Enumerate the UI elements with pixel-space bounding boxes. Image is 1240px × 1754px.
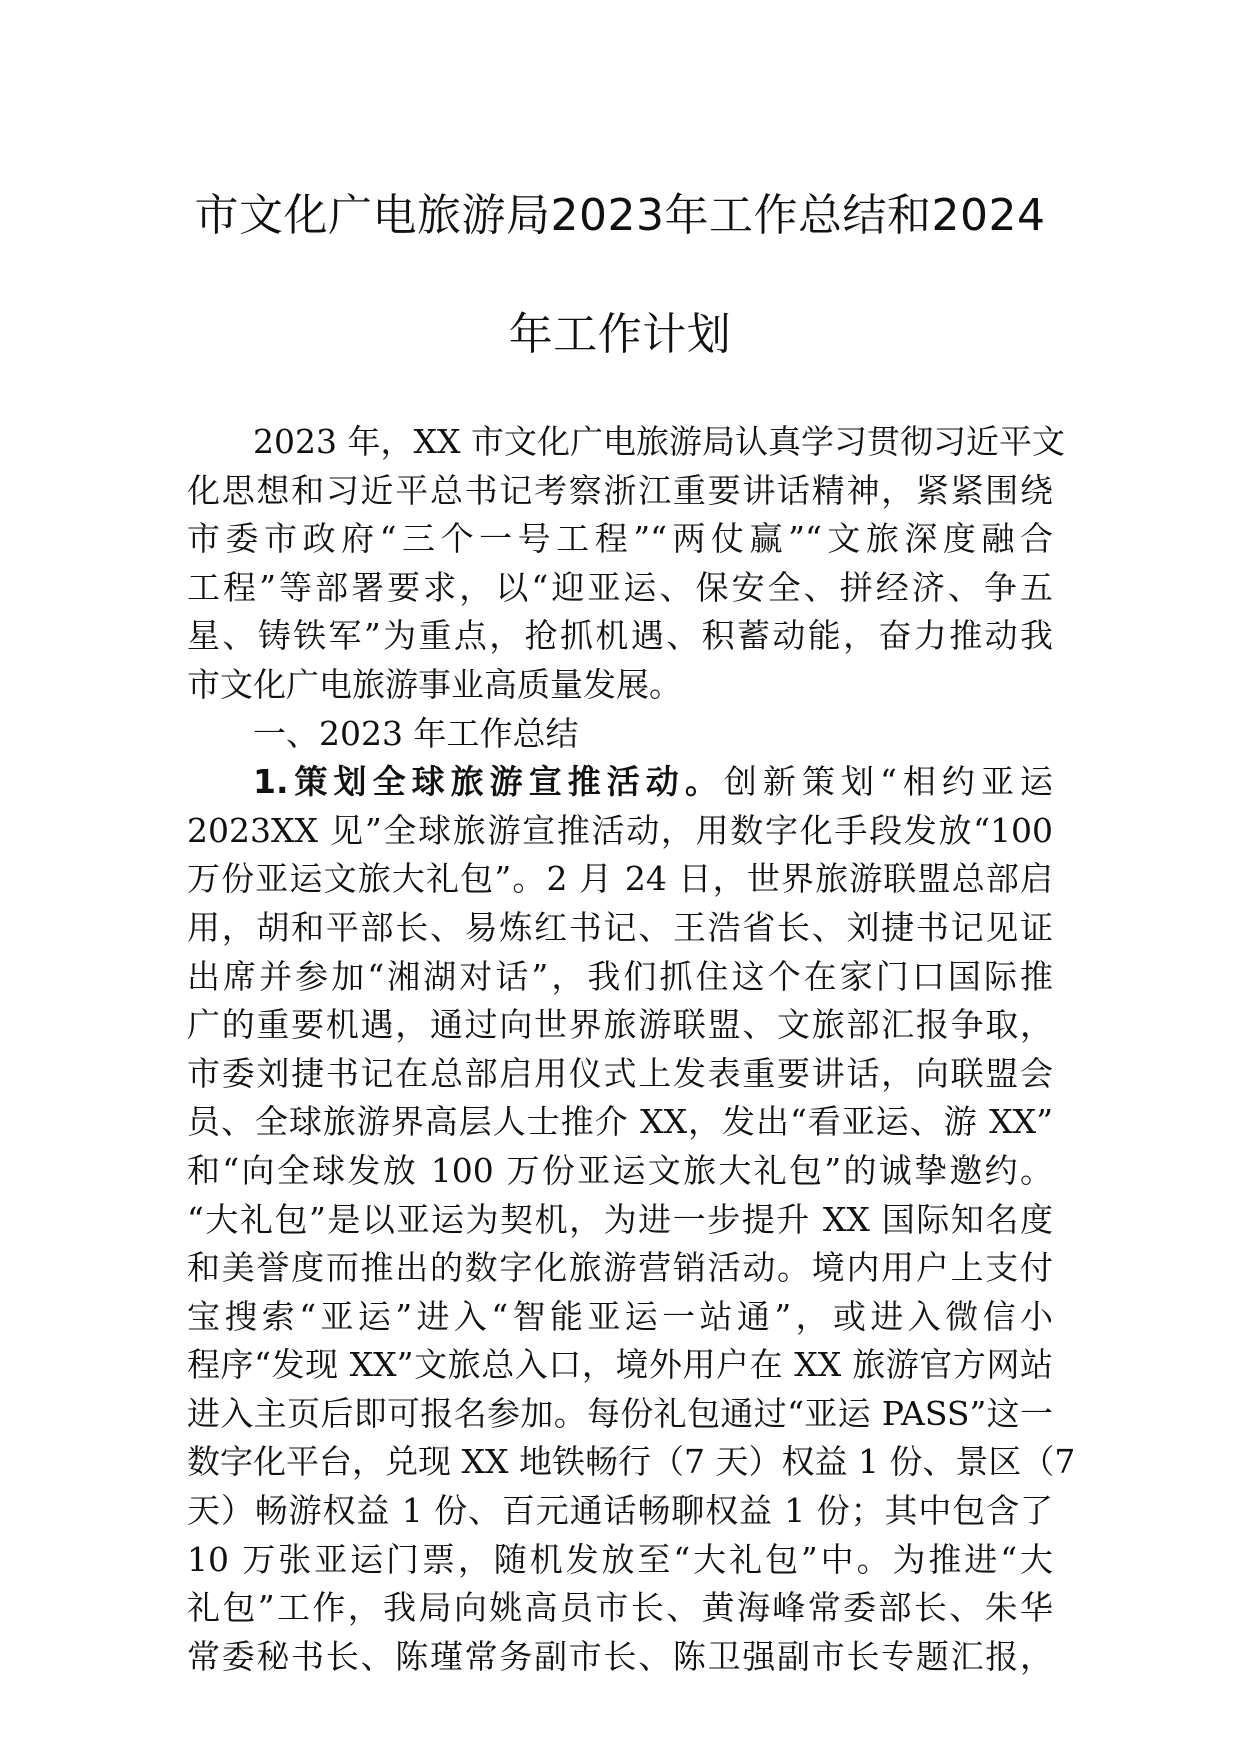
item-line: 2023XX 见”全球旅游宣推活动，用数字化手段发放“100 <box>187 810 1053 850</box>
item-first-line-text: 创新策划“相约亚运 <box>723 762 1053 802</box>
item-line: 礼包”工作，我局向姚高员市长、黄海峰常委部长、朱华 <box>187 1588 1053 1628</box>
item-line: “大礼包”是以亚运为契机，为进一步提升 XX 国际知名度 <box>187 1199 1053 1239</box>
document-body <box>187 418 1076 1681</box>
item-line: 市委刘捷书记在总部启用仪式上发表重要讲话，向联盟会 <box>187 1053 1053 1093</box>
item-line: 数字化平台，兑现 XX 地铁畅行（7 天）权益 1 份、景区（7 <box>187 1442 1076 1482</box>
item-line: 出席并参加“湘湖对话”，我们抓住这个在家门口国际推 <box>187 956 1053 996</box>
item-heading: 1.策划全球旅游宣推活动。 <box>253 762 724 802</box>
document-title-line-1: 市文化广电旅游局2023年工作总结和2024 <box>194 190 1046 241</box>
document-title-line-2: 年工作计划 <box>508 309 732 360</box>
section-heading: 一、2023 年工作总结 <box>253 713 579 753</box>
item-line: 员、全球旅游界高层人士推介 XX，发出“看亚运、游 XX” <box>187 1102 1053 1142</box>
item-line: 万份亚运文旅大礼包”。2 月 24 日，世界旅游联盟总部启 <box>187 859 1053 899</box>
item-line: 天）畅游权益 1 份、百元通话畅聊权益 1 份；其中包含了 <box>187 1491 1053 1531</box>
item-line: 和“向全球发放 100 万份亚运文旅大礼包”的诚挚邀约。 <box>187 1150 1053 1190</box>
intro-line: 工程”等部署要求，以“迎亚运、保安全、拼经济、争五 <box>187 567 1053 607</box>
item-line: 10 万张亚运门票，随机发放至“大礼包”中。为推进“大 <box>187 1539 1053 1579</box>
intro-line: 化思想和习近平总书记考察浙江重要讲话精神，紧紧围绕 <box>187 470 1053 510</box>
item-line: 和美誉度而推出的数字化旅游营销活动。境内用户上支付 <box>187 1248 1053 1288</box>
intro-line: 市委市政府“三个一号工程”“两仗赢”“文旅深度融合 <box>187 519 1053 559</box>
item-line: 宝搜索“亚运”进入“智能亚运一站通”，或进入微信小 <box>187 1296 1053 1336</box>
item-line: 用，胡和平部长、易炼红书记、王浩省长、刘捷书记见证 <box>187 907 1053 947</box>
item-line: 广的重要机遇，通过向世界旅游联盟、文旅部汇报争取， <box>187 1005 1053 1045</box>
item-line: 进入主页后即可报名参加。每份礼包通过“亚运 PASS”这一 <box>187 1393 1053 1433</box>
intro-line: 2023 年，XX 市文化广电旅游局认真学习贯彻习近平文 <box>253 422 1065 461</box>
item-line: 程序“发现 XX”文旅总入口，境外用户在 XX 旅游官方网站 <box>187 1345 1053 1385</box>
intro-line: 星、铸铁军”为重点，抢抓机遇、积蓄动能，奋力推动我 <box>187 616 1053 656</box>
item-line: 常委秘书长、陈瑾常务副市长、陈卫强副市长专题汇报， <box>187 1636 1053 1676</box>
item-first-line <box>187 758 1053 807</box>
intro-line: 市文化广电旅游事业高质量发展。 <box>187 664 682 704</box>
